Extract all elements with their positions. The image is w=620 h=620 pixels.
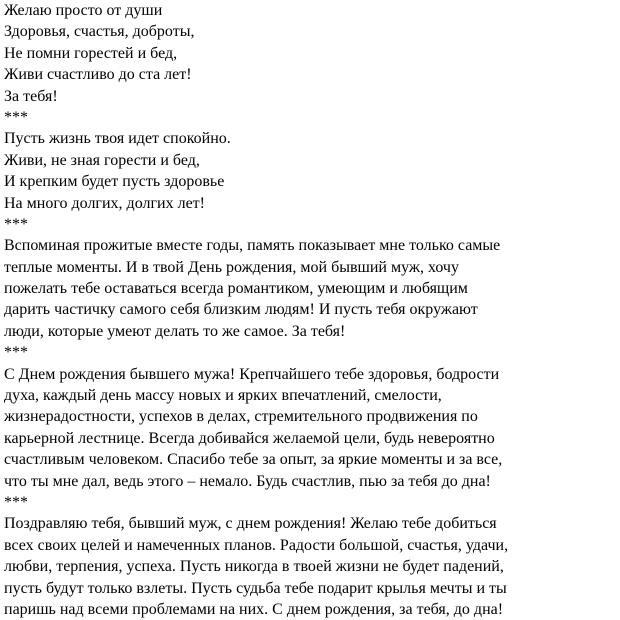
text-line: Поздравляю тебя, бывший муж, с днем рождения! Желаю тебе добиться [4, 515, 497, 533]
text-line: паришь над всеми проблемами на них. С днем рождения, за тебя, до дна! [4, 600, 504, 618]
text-line: любви, терпения, успеха. Пусть никогда в твоей жизни не будет падений, [4, 558, 504, 576]
text-line: Желаю просто от души [4, 2, 163, 19]
text-line: *** [4, 493, 28, 511]
text-line: С Днем рождения бывшего мужа! Крепчайшего тебе здоровья, бодрости [4, 365, 500, 383]
text-line: люди, которые умеют делать то же самое. За тебя! [4, 322, 346, 340]
text-line: *** [4, 108, 28, 126]
text-line: что ты мне дал, ведь этого – немало. Будь счастлив, пью за тебя до дна! [4, 472, 491, 490]
document-text [4, 0, 616, 620]
text-line: И крепким будет пусть здоровье [4, 173, 225, 191]
text-line: *** [4, 344, 28, 362]
text-line: Живи, не зная горести и бед, [4, 151, 200, 169]
text-line: пусть будут только взлеты. Пусть судьба тебе подарит крылья мечты и ты [4, 579, 507, 597]
text-line: Живи счастливо до ста лет! [4, 66, 192, 84]
text-line: жизнерадостности, успехов в делах, стремительного продвижения по [4, 408, 478, 426]
text-line: Пусть жизнь твоя идет спокойно. [4, 130, 231, 148]
text-line: Не помни горестей и бед, [4, 44, 178, 62]
text-line: Здоровья, счастья, доброты, [4, 23, 195, 41]
text-line: всех своих целей и намеченных планов. Радости большой, счастья, удачи, [4, 536, 509, 554]
text-line: счастливым человеком. Спасибо тебе за опыт, за яркие моменты и за все, [4, 451, 503, 469]
text-line: теплые моменты. И в твой День рождения, мой бывший муж, хочу [4, 258, 459, 276]
text-line: пожелать тебе оставаться всегда романтиком, умеющим и любящим [4, 280, 468, 298]
text-line: На много долгих, долгих лет! [4, 194, 205, 212]
text-line: *** [4, 215, 28, 233]
text-line: За тебя! [4, 87, 58, 105]
text-line: карьерной лестнице. Всегда добивайся желаемой цели, будь невероятно [4, 429, 495, 447]
text-line: Вспоминая прожитые вместе годы, память показывает мне только самые [4, 237, 501, 255]
text-line: духа, каждый день массу новых и ярких впечатлений, смелости, [4, 387, 442, 405]
text-line: дарить частичку самого себя близким людям! И пусть тебя окружают [4, 301, 478, 319]
